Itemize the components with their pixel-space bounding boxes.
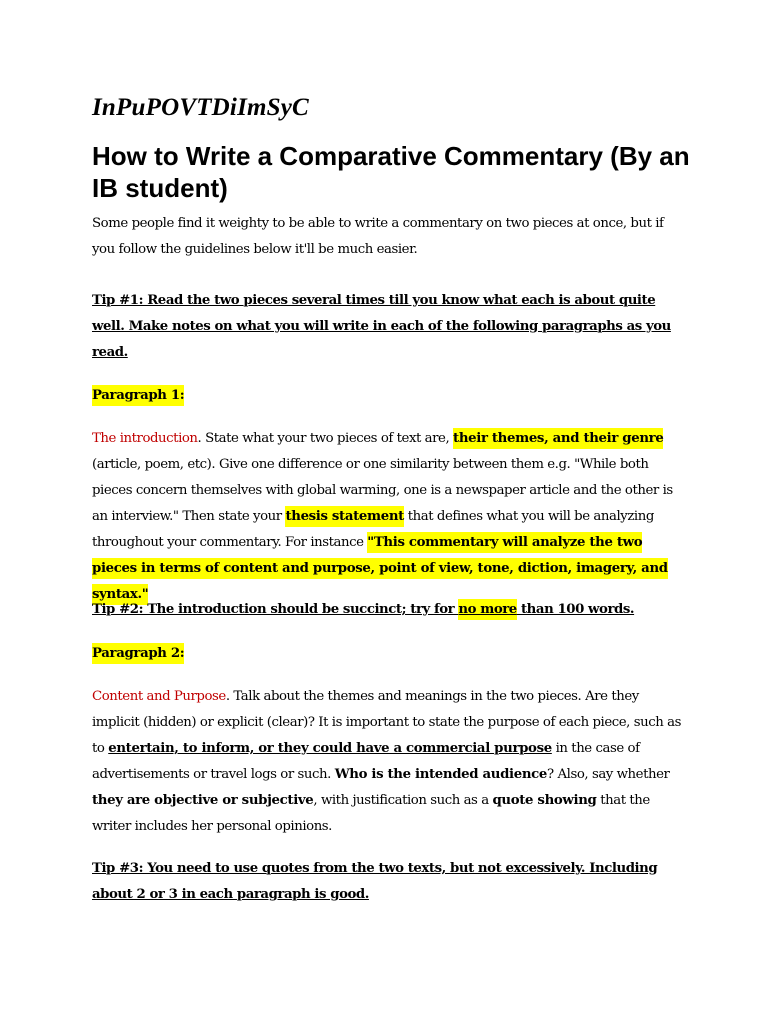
p2-text-5: that the writer includes her personal opinions. xyxy=(92,793,650,834)
p1-text-1: . State what your two pieces of text are, xyxy=(197,431,454,446)
tip-2 xyxy=(92,597,682,623)
tip-2-text-a: Tip #2: The introduction should be succinct; try for xyxy=(92,602,459,617)
p2-text-1: . Talk about the themes and meanings in the two pieces. Are they implicit (hidden) or explicit (clear)? It is important to state the purpose of each piece, such as to xyxy=(92,689,681,756)
highlight-thesis-example: "This commentary will analyze the two pieces in terms of content and purpose, point of view, tone, diction, imagery, and syntax." xyxy=(92,532,668,605)
paragraph-2-label xyxy=(92,641,682,667)
paragraph-1-label xyxy=(92,383,682,409)
p2-text-3: ? Also, say whether xyxy=(547,767,670,782)
bold-objective-subjective: they are objective or subjective xyxy=(92,793,314,808)
tip-2-text-b: than 100 words. xyxy=(516,602,635,617)
p1-text-2: (article, poem, etc). Give one difference or one similarity between them e.g. "While both pieces concern themselves with global warming, one is a newspaper article and the other is an interview." Then state your xyxy=(92,457,673,524)
content-purpose-heading: Content and Purpose xyxy=(92,689,226,704)
paragraph-2-label-text: Paragraph 2: xyxy=(92,643,184,664)
highlight-themes-genre: their themes, and their genre xyxy=(453,428,663,449)
paragraph-1-body xyxy=(92,426,682,608)
highlight-no-more: no more xyxy=(458,599,516,620)
paragraph-1-label-text: Paragraph 1: xyxy=(92,385,184,406)
bold-intended-audience: Who is the intended audience xyxy=(334,767,548,782)
p2-text-4: , with justification such as a xyxy=(313,793,493,808)
p1-text-3: that defines what you will be analyzing throughout your commentary. For instance xyxy=(92,509,654,550)
paragraph-2-body xyxy=(92,684,682,840)
introduction-heading: The introduction xyxy=(92,431,198,446)
p2-text-2: in the case of advertisements or travel logs or such. xyxy=(92,741,640,782)
intro-paragraph: Some people find it weighty to be able to write a commentary on two pieces at once, but if you follow the guidelines below it'll be much easier. xyxy=(92,216,664,257)
page-title: How to Write a Comparative Commentary (By an IB student) xyxy=(92,141,690,203)
document-code: InPuPOVTDiImSyC xyxy=(92,94,309,121)
underlined-purposes: entertain, to inform, or they could have a commercial purpose xyxy=(108,741,552,756)
bold-quote-showing: quote showing xyxy=(492,793,597,808)
tip-3: Tip #3: You need to use quotes from the two texts, but not excessively. Including about 2 or 3 in each paragraph is good. xyxy=(92,861,658,902)
tip-1: Tip #1: Read the two pieces several times till you know what each is about quite well. Make notes on what you will write in each of the following paragraphs as you read. xyxy=(92,293,671,360)
highlight-thesis-statement: thesis statement xyxy=(285,506,404,527)
